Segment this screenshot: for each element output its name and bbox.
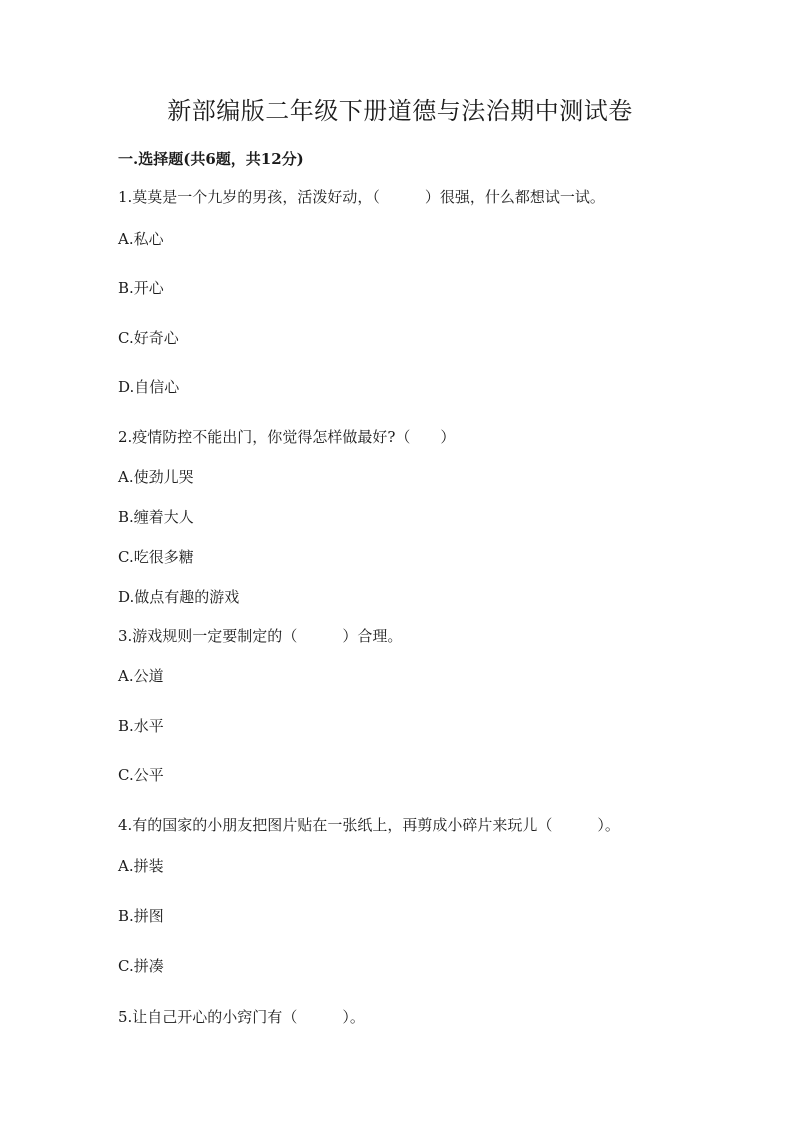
question-1-option-a: A.私心 (118, 230, 164, 248)
question-4-option-c: C.拼凑 (118, 957, 164, 975)
section-heading: 一.选择题(共6题，共12分) (118, 150, 304, 168)
question-4-stem: 4.有的国家的小朋友把图片贴在一张纸上，再剪成小碎片来玩儿（ ）。 (118, 816, 620, 834)
question-3-option-a: A.公道 (118, 667, 164, 685)
question-4-option-b: B.拼图 (118, 907, 164, 925)
question-1-option-c: C.好奇心 (118, 329, 179, 347)
question-4-option-a: A.拼装 (118, 857, 164, 875)
question-2-option-b: B.缠着大人 (118, 508, 194, 526)
question-1-stem: 1.莫莫是一个九岁的男孩，活泼好动，（ ）很强，什么都想试一试。 (118, 188, 605, 206)
exam-title: 新部编版二年级下册道德与法治期中测试卷 (167, 97, 633, 125)
question-5-stem: 5.让自己开心的小窍门有（ ）。 (118, 1008, 365, 1026)
question-2-option-d: D.做点有趣的游戏 (118, 588, 240, 606)
question-2-stem: 2.疫情防控不能出门，你觉得怎样做最好?（ ） (118, 428, 456, 446)
question-3-option-b: B.水平 (118, 717, 164, 735)
question-1-option-d: D.自信心 (118, 378, 180, 396)
question-3-stem: 3.游戏规则一定要制定的（ ）合理。 (118, 627, 403, 645)
question-3-option-c: C.公平 (118, 766, 164, 784)
question-2-option-c: C.吃很多糖 (118, 548, 194, 566)
question-1-option-b: B.开心 (118, 279, 164, 297)
question-2-option-a: A.使劲儿哭 (118, 468, 194, 486)
